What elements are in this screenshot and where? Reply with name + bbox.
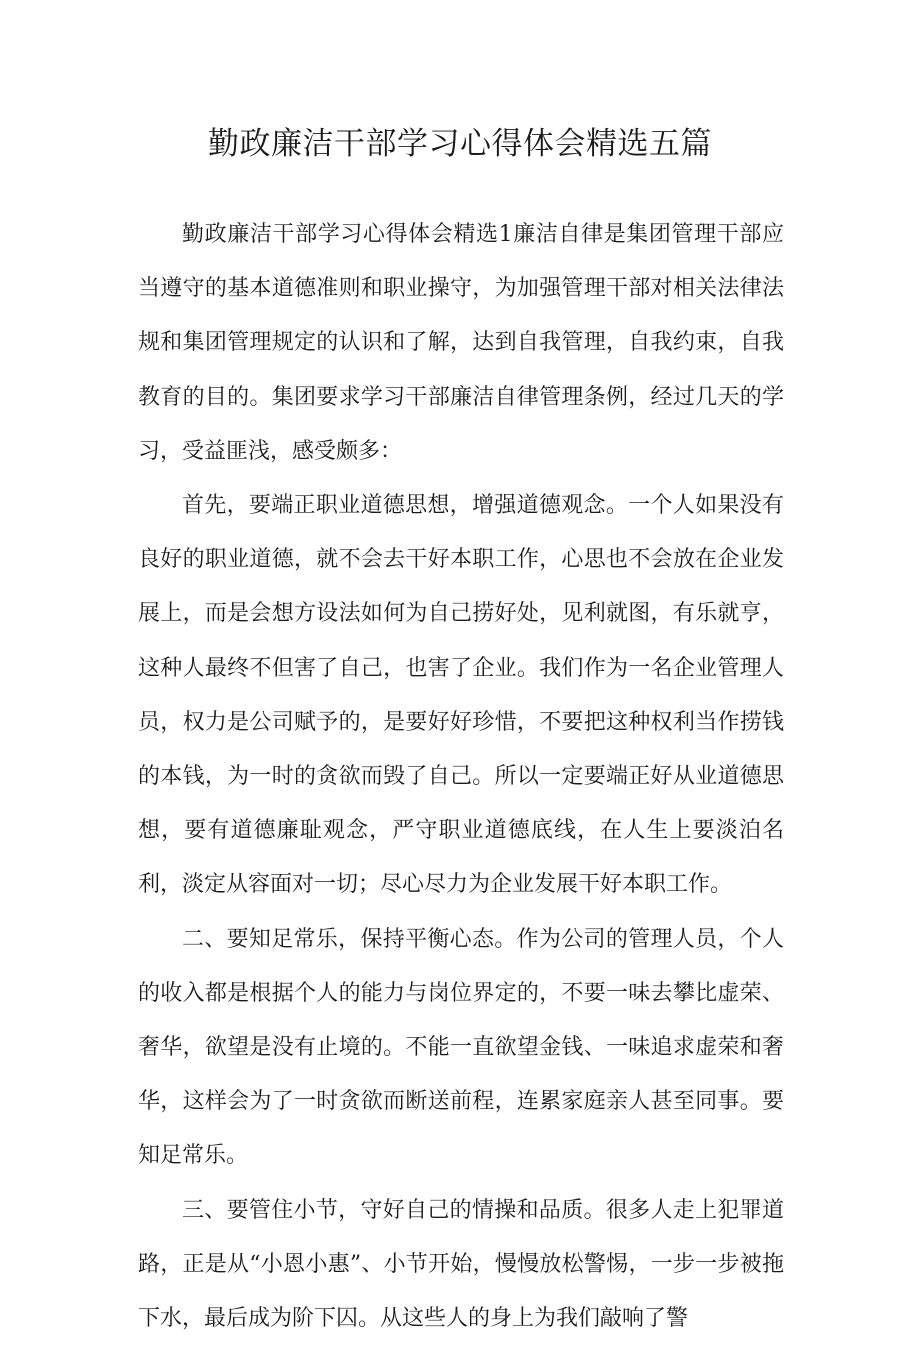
paragraph-second-point: 二、要知足常乐，保持平衡心态。作为公司的管理人员，个人的收入都是根据个人的能力与岗位界定的，不要一味去攀比虚荣、奢华，欲望是没有止境的。不能一直欲望金钱、一味追求虚荣和奢华，这样会为了一时贪欲而断送前程，连累家庭亲人甚至同事。要知足常乐。 (138, 926, 784, 1169)
paragraph-intro: 勤政廉洁干部学习心得体会精选1廉洁自律是集团管理干部应当遵守的基本道德准则和职业操守，为加强管理干部对相关法律法规和集团管理规定的认识和了解，达到自我管理，自我约束，自我教育的目的。集团要求学习干部廉洁自律管理条例，经过几天的学习，受益匪浅，感受颇多： (138, 222, 784, 464)
document-title: 勤政廉洁干部学习心得体会精选五篇 (208, 126, 712, 162)
document-body (138, 208, 784, 1346)
paragraph-first-point: 首先，要端正职业道德思想，增强道德观念。一个人如果没有良好的职业道德，就不会去干好本职工作，心思也不会放在企业发展上，而是会想方设法如何为自己捞好处，见利就图，有乐就亨，这种人最终不但害了自己，也害了企业。我们作为一名企业管理人员，权力是公司赋予的，是要好好珍惜，不要把这种权利当作捞钱的本钱，为一时的贪欲而毁了自己。所以一定要端正好从业道德思想，要有道德廉耻观念，严守职业道德底线，在人生上要淡泊名利，淡定从容面对一切；尽心尽力为企业发展干好本职工作。 (138, 493, 784, 898)
paragraph-third-point: 三、要管住小节，守好自己的情操和品质。很多人走上犯罪道路，正是从“小恩小惠”、小节开始，慢慢放松警惕，一步一步被拖下水，最后成为阶下囚。从这些人的身上为我们敲响了警 (138, 1197, 784, 1332)
